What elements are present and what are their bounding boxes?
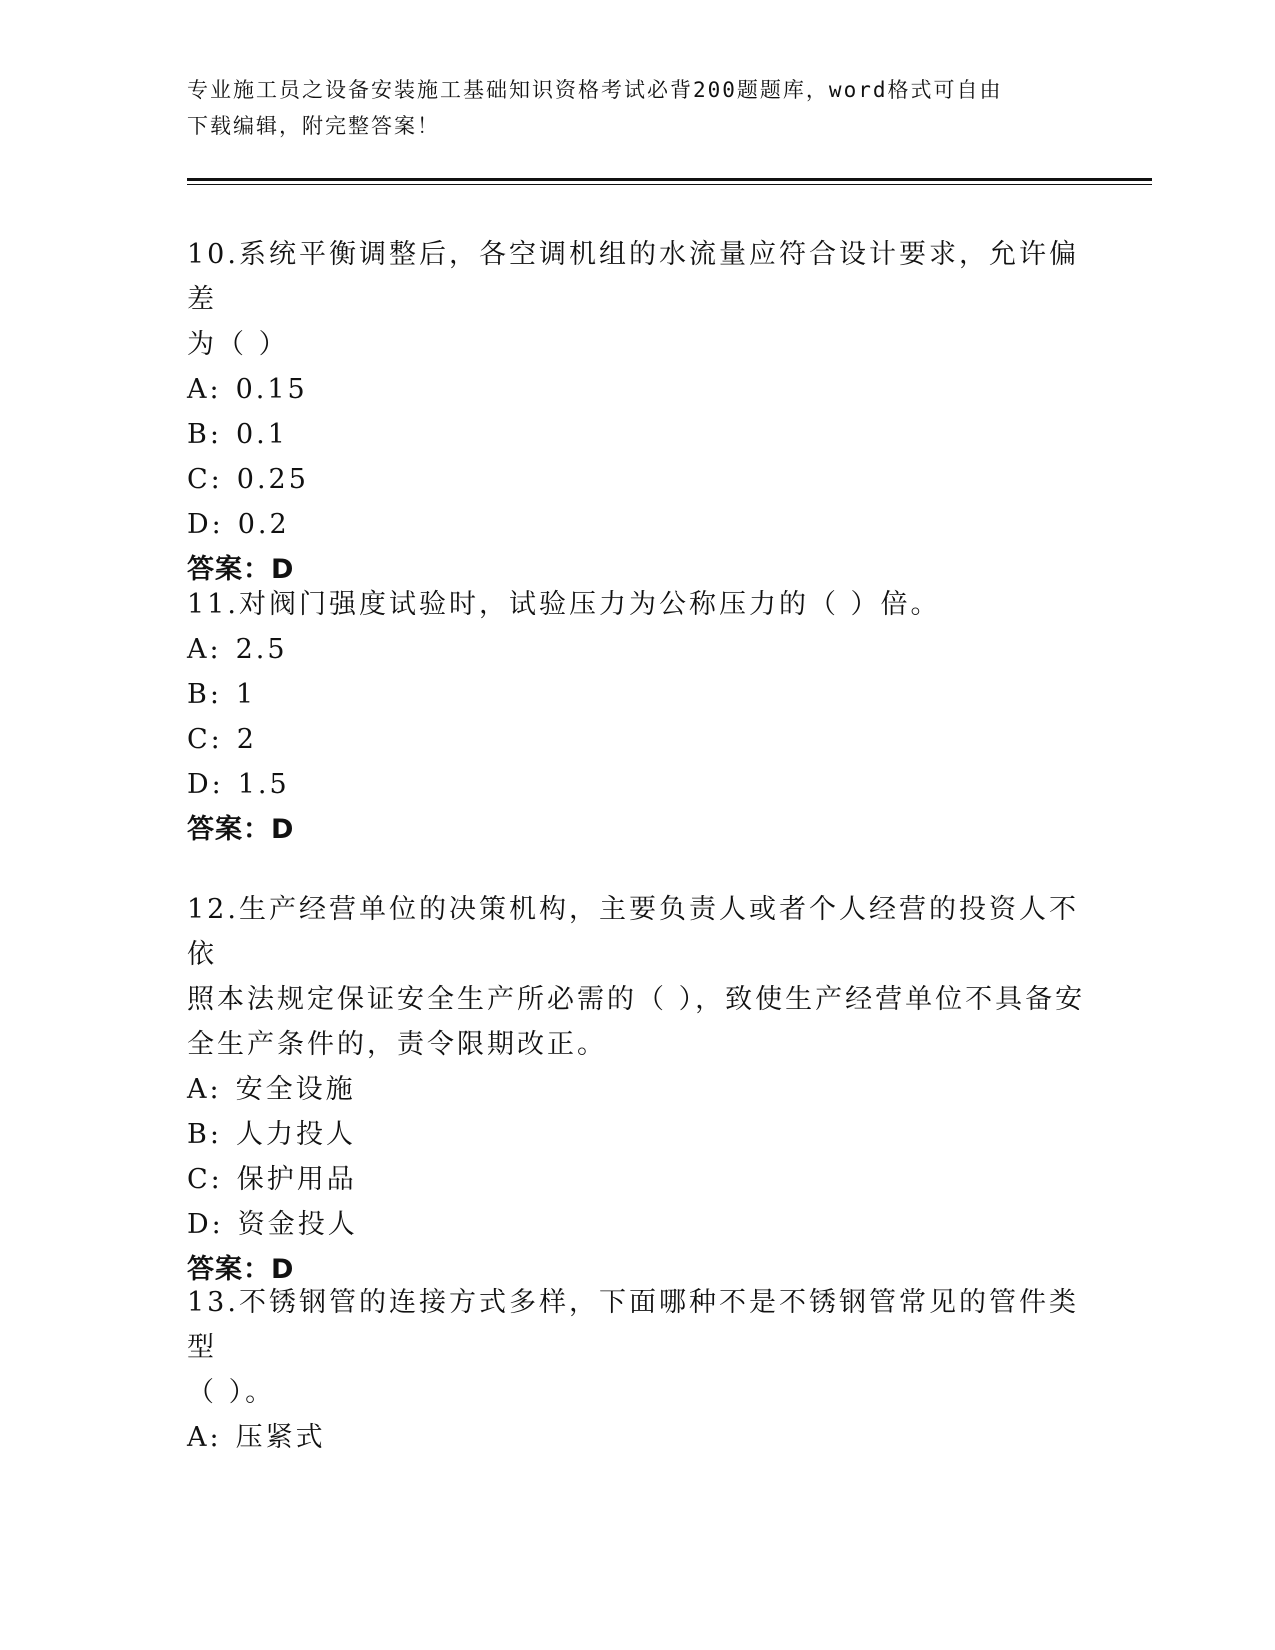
option-b: B: 0.1 bbox=[187, 419, 288, 450]
question-line: 10.系统平衡调整后，各空调机组的水流量应符合设计要求，允许偏差 bbox=[187, 239, 1079, 315]
question-line: 为（ ） bbox=[187, 329, 289, 360]
question-line: 全生产条件的，责令限期改正。 bbox=[187, 1029, 607, 1060]
option-a: A: 压紧式 bbox=[187, 1422, 326, 1453]
question-13 bbox=[187, 1280, 1087, 1460]
question-line: 13.不锈钢管的连接方式多样，下面哪种不是不锈钢管常见的管件类型 bbox=[187, 1287, 1079, 1363]
question-12 bbox=[187, 887, 1087, 1292]
header-divider-thin bbox=[187, 184, 1152, 185]
option-d: D: 0.2 bbox=[187, 509, 290, 540]
option-d: D: 1.5 bbox=[187, 769, 290, 800]
option-a: A: 安全设施 bbox=[187, 1074, 356, 1105]
option-b: B: 1 bbox=[187, 679, 257, 710]
answer: 答案：D bbox=[187, 554, 295, 585]
header-line-1: 专业施工员之设备安装施工基础知识资格考试必背200题题库，word格式可自由 bbox=[187, 78, 1003, 102]
option-c: C: 保护用品 bbox=[187, 1164, 357, 1195]
answer: 答案：D bbox=[187, 1254, 295, 1285]
question-10 bbox=[187, 232, 1087, 592]
question-line: 12.生产经营单位的决策机构，主要负责人或者个人经营的投资人不依 bbox=[187, 894, 1079, 970]
option-c: C: 2 bbox=[187, 724, 257, 755]
option-c: C: 0.25 bbox=[187, 464, 309, 495]
option-d: D: 资金投人 bbox=[187, 1209, 358, 1240]
header-line-2: 下载编辑，附完整答案！ bbox=[187, 114, 440, 138]
question-line: （ ）。 bbox=[187, 1377, 276, 1408]
option-a: A: 2.5 bbox=[187, 634, 288, 665]
header-divider-thick bbox=[187, 178, 1152, 181]
question-line: 照本法规定保证安全生产所必需的（ ），致使生产经营单位不具备安 bbox=[187, 984, 1086, 1015]
question-11 bbox=[187, 582, 1087, 852]
document-header bbox=[187, 72, 1067, 144]
question-line: 11.对阀门强度试验时，试验压力为公称压力的（ ）倍。 bbox=[187, 589, 941, 620]
answer: 答案：D bbox=[187, 814, 295, 845]
option-a: A: 0.15 bbox=[187, 374, 308, 405]
option-b: B: 人力投人 bbox=[187, 1119, 356, 1150]
